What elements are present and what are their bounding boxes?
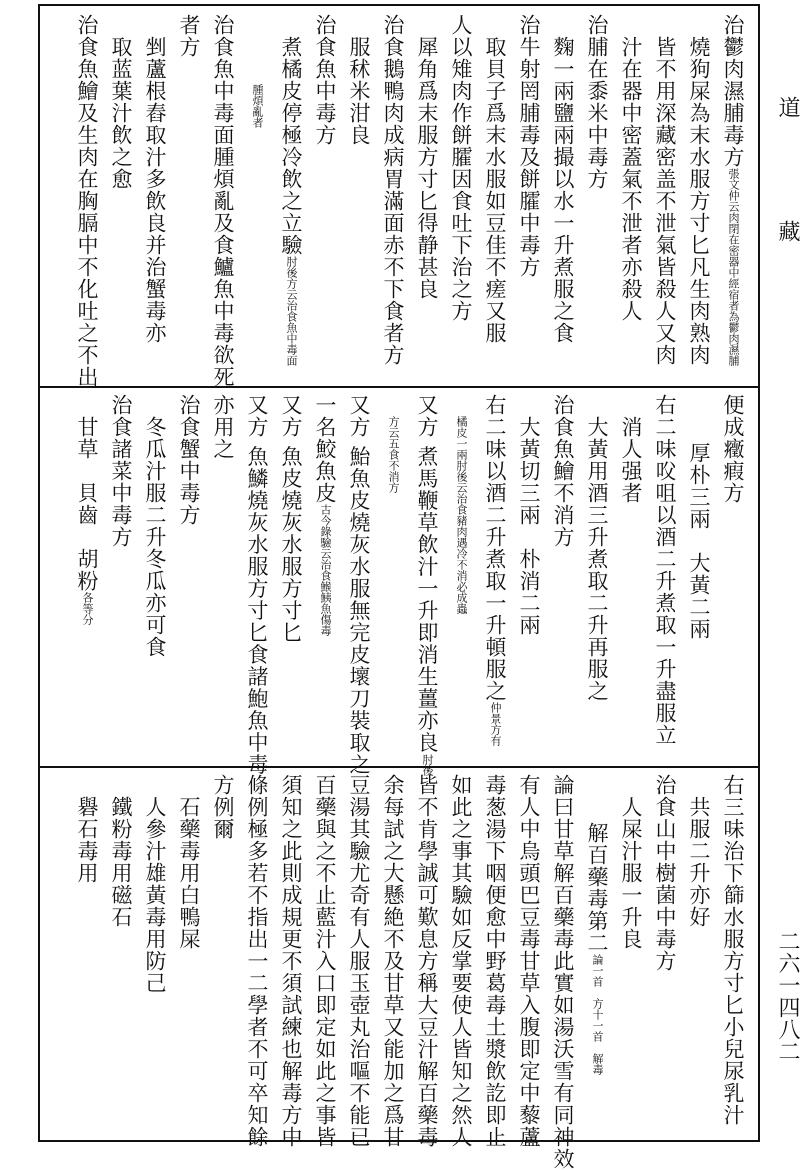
text-column — [716, 14, 750, 380]
text-column — [410, 14, 444, 380]
column-text: 甘草 貝齒 胡粉 — [75, 416, 99, 592]
text-column — [104, 394, 138, 760]
text-column — [580, 14, 614, 380]
text-column — [274, 394, 308, 760]
column-text: 者方 — [177, 14, 201, 58]
text-column — [376, 14, 410, 380]
text-columns — [50, 14, 750, 388]
column-text: 人以雉肉作餅臛因食吐下治之方 — [449, 14, 473, 322]
column-text: 大黃切三兩 朴消二兩 — [517, 416, 541, 636]
column-text: 解百藥毒第二 — [585, 822, 609, 954]
text-column — [546, 774, 580, 1170]
column-text: 治食山中樹菌中毒方 — [653, 774, 677, 972]
column-text: 亦用之 — [211, 394, 235, 460]
column-text: 治食魚鱠不消方 — [551, 394, 575, 548]
column-text: 冬瓜汁服二升冬瓜亦可食 — [143, 416, 167, 658]
column-text: 如此之事其驗如反掌要使人皆知之然人 — [449, 774, 473, 1148]
text-column — [376, 394, 410, 760]
column-text: 又方 魚皮燒灰水服方寸匕 — [279, 394, 303, 644]
column-text: 治脯在黍米中毒方 — [585, 14, 609, 190]
column-text: 毒葱湯下咽便愈中野葛毒土漿飲訖即止 — [483, 774, 507, 1148]
panel-bottom — [50, 774, 750, 1170]
text-column — [206, 14, 240, 388]
text-column — [444, 394, 478, 760]
text-column — [308, 774, 342, 1148]
text-column — [682, 774, 716, 1136]
text-column — [240, 394, 274, 776]
column-text: 麴一兩鹽兩撮以水一升煮服之食 — [551, 36, 575, 344]
column-text: 取蓝葉汁飲之愈 — [109, 36, 133, 190]
text-column — [546, 14, 580, 380]
text-column — [70, 774, 104, 1136]
column-text: 右三味治下篩水服方寸匕小兒尿乳汁 — [721, 774, 745, 1126]
text-column — [274, 774, 308, 1148]
text-column — [206, 394, 240, 760]
column-text: 有人中烏頭巴豆毒甘草入腹即定中藜蘆 — [517, 774, 541, 1148]
text-column — [70, 394, 104, 760]
column-text: 煮橘皮停極冷飲之立驗 — [279, 36, 303, 256]
panel-divider-1 — [38, 386, 760, 388]
column-text: 皆不肯學誠可歎息方稱大豆汁解百藥毒 — [415, 774, 439, 1148]
text-column — [172, 774, 206, 1136]
text-column — [342, 774, 376, 1148]
page-number: 二六一四八二 — [775, 930, 800, 1062]
text-column — [716, 774, 750, 1136]
text-column — [342, 394, 376, 776]
text-column — [614, 774, 648, 1136]
column-text: 治鬱肉濕脯毒方 — [721, 14, 745, 168]
text-column — [172, 394, 206, 760]
column-text: 治食蟹中毒方 — [177, 394, 201, 526]
column-text: 右二味㕮咀以酒二升煮取一升盡服立 — [653, 394, 677, 746]
text-column — [580, 394, 614, 760]
text-column — [444, 774, 478, 1148]
text-column — [70, 14, 104, 388]
text-column — [410, 394, 444, 776]
column-text: 治食鵝鴨肉成病胃滿面赤不下食者方 — [381, 14, 405, 366]
text-column — [648, 774, 682, 1136]
column-text: 須知之此則成規更不須試練也解毒方中 — [279, 774, 303, 1148]
annotation-note: 古今錄驗云治食鯸鮧魚傷毒 — [319, 504, 332, 636]
panel-divider-2 — [38, 766, 760, 768]
text-column — [206, 774, 240, 1136]
column-text: 治食魚中毒方 — [313, 14, 337, 146]
text-column — [308, 14, 342, 380]
column-text: 燒狗屎為末水服方寸匕凡生肉熟肉 — [687, 36, 711, 366]
column-text: 治食諸菜中毒方 — [109, 394, 133, 548]
column-text: 余每試之大懸絶不及甘草又能加之爲甘 — [381, 774, 405, 1148]
text-column — [104, 14, 138, 380]
text-column — [240, 14, 274, 380]
text-column — [444, 14, 478, 380]
column-text: 鐵粉毒用磁石 — [109, 796, 133, 928]
column-text: 方例爾 — [211, 774, 235, 840]
column-text: 豆湯其驗尤奇有人服玉壺丸治嘔不能已 — [347, 774, 371, 1148]
column-text: 百藥與之不止藍汁入口即定如此之事皆 — [313, 774, 337, 1148]
column-text: 大黃用酒三升煮取二升再服之 — [585, 416, 609, 702]
column-text: 共服二升亦好 — [687, 796, 711, 928]
text-column — [546, 394, 580, 760]
text-column — [478, 774, 512, 1148]
text-column — [648, 394, 682, 760]
column-text: 右二味以酒二升煮取一升頓服之 — [483, 394, 507, 702]
text-column — [240, 774, 274, 1148]
column-text: 汁在器中密蓋氣不泄者亦殺人 — [619, 36, 643, 322]
text-column — [342, 14, 376, 380]
column-text: 治食魚鱠及生肉在胸膈中不化吐之不出 — [75, 14, 99, 388]
text-column — [580, 774, 614, 1136]
annotation-note: 肘後 — [421, 753, 434, 776]
column-text: 人屎汁服一升良 — [619, 796, 643, 950]
annotation-note: 橘皮一兩肘後云治食豬肉遇冷不消必成蟲 — [455, 416, 468, 614]
text-columns — [50, 774, 750, 1170]
text-column — [172, 14, 206, 380]
column-text: 又方 煮馬鞭草飲汁一升即消生薑亦良 — [415, 394, 439, 754]
annotation-note: 肘後方云治食魚中毒面 — [285, 256, 298, 366]
column-text: 厚朴三兩 大黃二兩 — [687, 442, 711, 640]
column-text: 治牛射罔脯毒及餅臛中毒方 — [517, 14, 541, 278]
column-text: 論曰甘草解百藥毒此實如湯沃雪有同神效 — [551, 774, 575, 1170]
column-text: 消人强者 — [619, 416, 643, 504]
panel-top — [50, 14, 750, 388]
text-column — [478, 14, 512, 380]
column-text: 剉蘆根舂取汁多飲良并治蟹毒亦 — [143, 36, 167, 344]
text-column — [512, 14, 546, 380]
text-column — [376, 774, 410, 1148]
column-text: 治食魚中毒面腫煩亂及食鱸魚中毒欲死 — [211, 14, 235, 388]
column-text: 石藥毒用白鴨屎 — [177, 796, 201, 950]
text-column — [648, 14, 682, 380]
annotation-note: 腫煩亂者 — [251, 84, 264, 128]
text-column — [512, 774, 546, 1148]
annotation-note: 方云五食不消方 — [387, 416, 400, 493]
text-column — [716, 394, 750, 760]
annotation-note: 論一首 方十一首 解毒 — [591, 954, 604, 1075]
text-column — [478, 394, 512, 760]
column-text: 又方 鮐魚皮燒灰水服無完皮壞刀裝取之 — [347, 394, 371, 776]
column-text: 人參汁雄黃毒用防己 — [143, 796, 167, 994]
column-text: 取貝子爲末水服如豆佳不瘥又服 — [483, 36, 507, 344]
text-column — [512, 394, 546, 760]
text-column — [308, 394, 342, 760]
text-column — [274, 14, 308, 380]
text-column — [138, 14, 172, 380]
column-text: 犀角爲末服方寸匕得静甚良 — [415, 36, 439, 300]
text-columns — [50, 394, 750, 776]
text-column — [614, 394, 648, 760]
column-text: 條例極多若不指出一二學者不可卒知餘 — [245, 774, 269, 1148]
annotation-note: 各等分 — [81, 592, 94, 625]
annotation-note: 張文仲云肉閉在密器中經宿者為鬱肉濕脯 — [727, 168, 740, 366]
panel-middle — [50, 394, 750, 776]
text-column — [682, 14, 716, 380]
column-text: 又方 魚鱗燒灰水服方寸匕食諸鮑魚中毒 — [245, 394, 269, 776]
text-column — [138, 774, 172, 1136]
text-column — [138, 394, 172, 760]
annotation-note: 仲景方有 — [489, 702, 502, 746]
column-text: 皆不用深藏密盖不泄氣皆殺人又肉 — [653, 36, 677, 366]
text-column — [682, 394, 716, 760]
column-text: 礜石毒用 — [75, 796, 99, 884]
margin-title: 道 藏 — [775, 96, 800, 282]
column-text: 便成癥瘕方 — [721, 394, 745, 504]
text-column — [104, 774, 138, 1136]
text-column — [410, 774, 444, 1148]
column-text: 一名鮫魚皮 — [313, 394, 337, 504]
column-text: 服秫米泔良 — [347, 36, 371, 146]
text-column — [614, 14, 648, 380]
